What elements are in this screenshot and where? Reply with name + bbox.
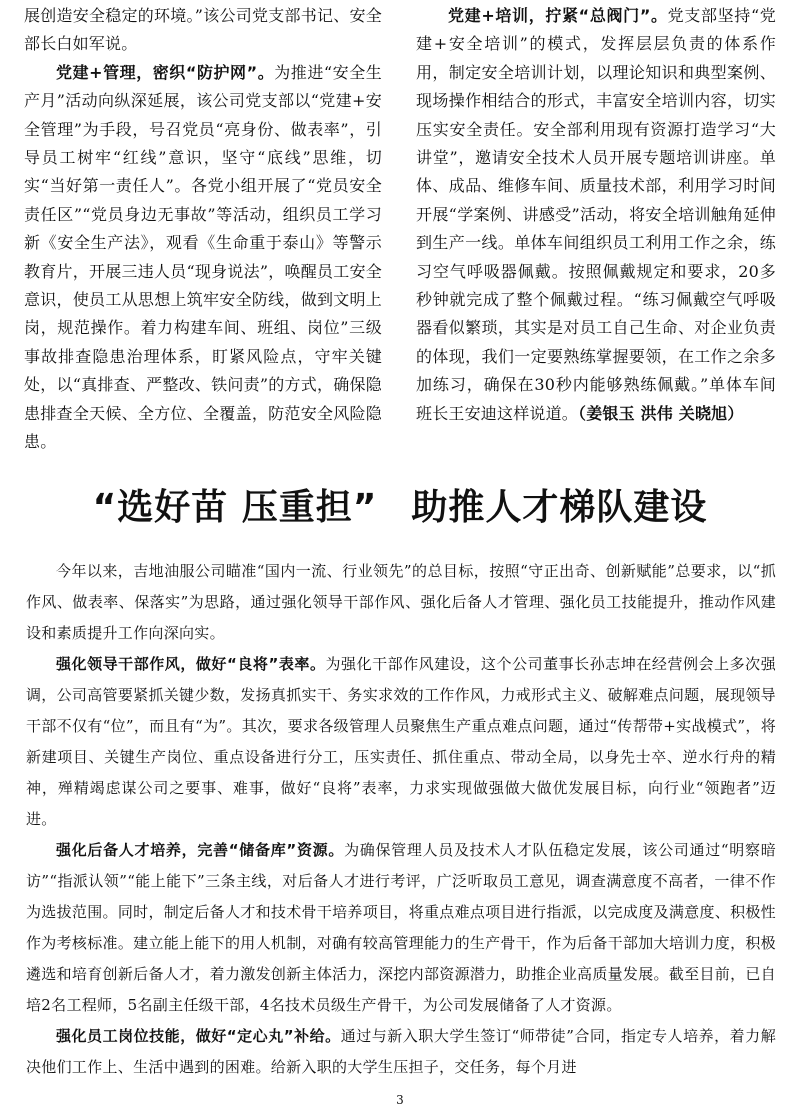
- right-column: [416, 2, 776, 428]
- article-paragraph: [26, 835, 776, 1021]
- byline: （姜银玉 洪伟 关晓旭）: [578, 403, 744, 423]
- left-column-paragraph: [24, 59, 382, 457]
- article-body: [26, 556, 776, 1083]
- section-lead: 强化后备人才培养，完善“储备库”资源。: [56, 841, 345, 859]
- left-column-continuation: 展创造安全稳定的环境。”该公司党支部书记、安全部长白如军说。: [24, 6, 382, 54]
- article-intro: 今年以来，吉地油服公司瞄准“国内一流、行业领先”的总目标，按照“守正出奇、创新赋能”总要求，以“抓作风、做表率、保落实”为思路，通过强化领导干部作风、强化后备人才管理、强化员工技能提升，推动作风建设和素质提升工作向深向实。: [26, 562, 776, 642]
- section-body: 党支部坚持“党建+安全培训”的模式，发挥层层负责的体系作用，制定安全培训计划，以理论知识和典型案例、现场操作相结合的形式，丰富安全培训内容，切实压实安全责任。安全部利用现有资源打造学习“大讲堂”，邀请安全技术人员开展专题培训讲座。单体、成品、维修车间、质量技术部，利用学习时间开展“学案例、讲感受”活动，将安全培训触角延伸到生产一线。单体车间组织员工利用工作之余，练习空气呼吸器佩戴。按照佩戴规定和要求，20多秒钟就完成了整个佩戴过程。“练习佩戴空气呼吸器看似繁琐，其实是对员工自己生命、对企业负责的体现，我们一定要熟练掌握要领，在工作之余多加练习，确保在30秒内能够熟练佩戴。”单体车间班长王安迪这样说道。: [416, 6, 776, 423]
- two-column-section: [24, 2, 776, 474]
- page-number: 3: [396, 1093, 404, 1107]
- section-lead: 党建+培训，拧紧“总阀门”。: [448, 6, 668, 25]
- article-headline: [0, 478, 800, 538]
- left-column: [24, 2, 382, 457]
- right-column-paragraph: [416, 2, 776, 428]
- section-body: 为确保管理人员及技术人才队伍稳定发展，该公司通过“明察暗访”“指派认领”“能上能下”三条主线，对后备人才进行考评，广泛听取员工意见，调查满意度不高者，一律不作为选拔范围。同时，制定后备人才和技术骨干培养项目，将重点难点项目进行指派，以完成度及满意度、积极性作为考核标准。建立能上能下的用人机制，对确有较高管理能力的生产骨干，作为后备干部加大培训力度，积极遴选和培育创新后备人才，着力激发创新主体活力，深挖内部资源潜力，助推企业高质量发展。截至目前，已自培2名工程师，5名副主任级干部，4名技术员级生产骨干，为公司发展储备了人才资源。: [26, 841, 776, 1014]
- section-lead: 党建+管理，密织“防护网”。: [56, 62, 275, 82]
- article-paragraph: [26, 1021, 776, 1083]
- section-lead: 强化员工岗位技能，做好“定心丸”补给。: [56, 1027, 341, 1045]
- section-lead: 强化领导干部作风，做好“良将”表率。: [56, 655, 326, 673]
- section-body: 通过与新入职大学生签订“师带徒”合同，指定专人培养，着力解决他们工作上、生活中遇到的困难。给新入职的大学生压担子，交任务，每个月进: [26, 1027, 777, 1076]
- article-paragraph: [26, 649, 776, 835]
- section-body: 为强化干部作风建设，这个公司董事长孙志坤在经营例会上多次强调，公司高管要紧抓关键少数，发扬真抓实干、务实求效的工作作风，力戒形式主义、破解难点问题，展现领导干部不仅有“位”，而且有“为”。其次，要求各级管理人员聚焦生产重点难点问题，通过“传帮带+实战模式”，将新建项目、关键生产岗位、重点设备进行分工，压实责任、抓住重点、带动全局，以身先士卒、逆水行舟的精神，殚精竭虑谋公司之要事、难事，做好“良将”表率，力求实现做强做大做优发展目标，向行业“领跑者”迈进。: [26, 655, 777, 828]
- section-body: 为推进“安全生产月”活动向纵深延展，该公司党支部以“党建+安全管理”为手段，号召党员“亮身份、做表率”，引导员工树牢“红线”意识，坚守“底线”思维，切实“当好第一责任人”。各党小组开展了“党员安全责任区”“党员身边无事故”等活动，组织员工学习新《安全生产法》，观看《生命重于泰山》等警示教育片，开展三违人员“现身说法”，唤醒员工安全意识，使员工从思想上筑牢安全防线，做到文明上岗，规范操作。着力构建车间、班组、岗位”三级事故排查隐患治理体系，盯紧风险点，守牢关键处，以“真排查、严整改、铁问责”的方式，确保隐患排查全天候、全方位、全覆盖，防范安全风险隐患。: [24, 62, 382, 452]
- headline-part-2: 助推人才梯队建设: [411, 487, 708, 528]
- headline-part-1: “选好苗 压重担”: [92, 487, 378, 528]
